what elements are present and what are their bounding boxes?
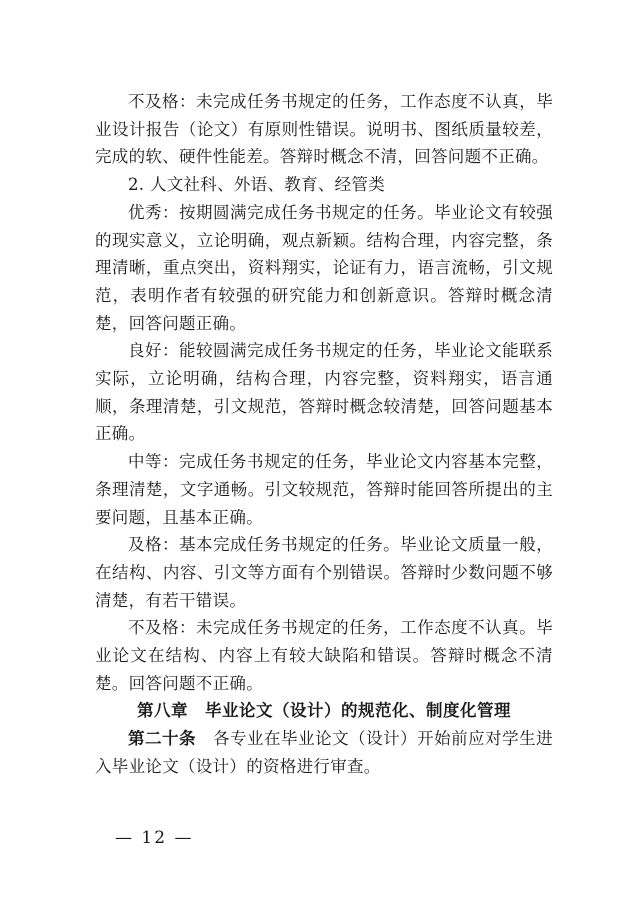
article-text: 各专业在毕业论文（设计）开始前应对学生进入毕业论文（设计）的资格进行审查。 (95, 729, 553, 776)
paragraph-pass: 及格：基本完成任务书规定的任务。毕业论文质量一般，在结构、内容、引文等方面有个别错误。答辩时少数问题不够清楚，有若干错误。 (95, 535, 553, 610)
paragraph-fail-engineering: 不及格：未完成任务书规定的任务，工作态度不认真，毕业设计报告（论文）有原则性错误。说明书、图纸质量较差，完成的软、硬件性能差。答辩时概念不清，回答问题不正确。 (95, 92, 553, 167)
article-paragraph (95, 725, 553, 780)
article-label: 第二十条 (128, 729, 197, 749)
section-subheading-humanities: 2. 人文社科、外语、教育、经管类 (128, 175, 386, 195)
paragraph-good: 良好：能较圆满完成任务书规定的任务，毕业论文能联系实际，立论明确，结构合理，内容完整，资料翔实，语言通顺，条理清楚，引文规范，答辩时概念较清楚，回答问题基本正确。 (95, 341, 553, 444)
paragraph-excellent: 优秀：按期圆满完成任务书规定的任务。毕业论文有较强的现实意义，立论明确，观点新颖。结构合理，内容完整，条理清晰，重点突出，资料翔实，论证有力，语言流畅，引文规范，表明作者有较强的研究能力和创新意识。答辩时概念清楚，回答问题正确。 (95, 202, 553, 333)
paragraph-fail-humanities: 不及格：未完成任务书规定的任务，工作态度不认真。毕业论文在结构、内容上有较大缺陷和错误。答辩时概念不清楚。回答问题不正确。 (95, 618, 553, 693)
page-number: — 12 — (115, 828, 194, 848)
document-body (95, 88, 553, 781)
chapter-heading: 第八章 毕业论文（设计）的规范化、制度化管理 (137, 701, 511, 721)
paragraph-medium: 中等：完成任务书规定的任务，毕业论文内容基本完整，条理清楚，文字通畅。引文较规范，答辩时能回答所提出的主要问题，且基本正确。 (95, 452, 553, 527)
